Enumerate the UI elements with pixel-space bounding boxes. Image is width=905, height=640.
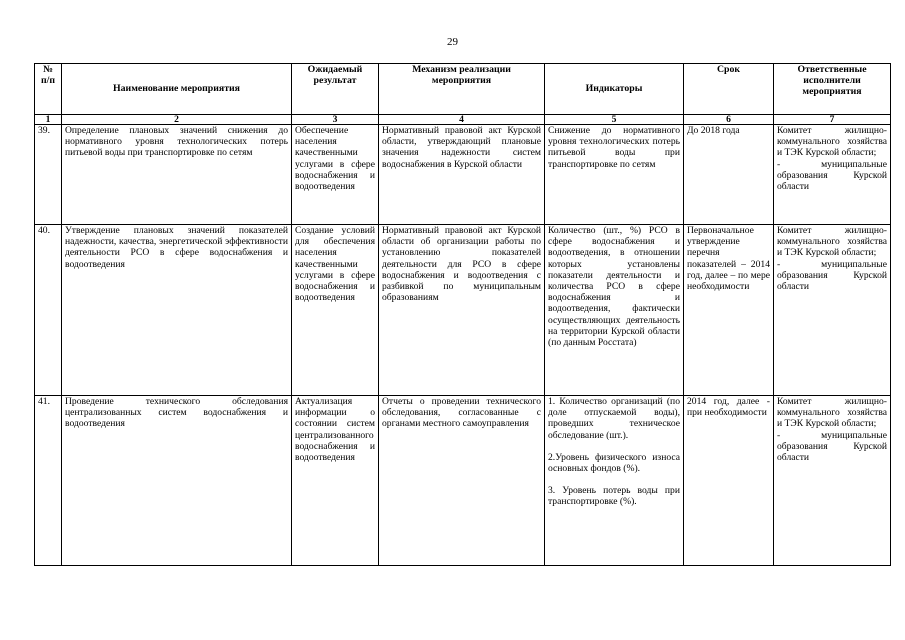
column-number: 7 [774, 115, 891, 125]
responsible-item: - муниципальные образования Курской области [777, 158, 887, 193]
row-number: 39. [35, 125, 62, 225]
measures-table [34, 63, 891, 566]
header-responsible: Ответственные исполнители мероприятия [774, 64, 891, 115]
column-number: 6 [684, 115, 774, 125]
row-number: 40. [35, 225, 62, 396]
expected-result: Создание условий для обеспечения населения качественными услугами в сфере водоснабжения и водоотведения [292, 225, 379, 396]
indicator-item: Снижение до нормативного уровня технологических потерь питьевой воды при транспортировке по сетям [548, 125, 680, 170]
indicators [545, 396, 684, 566]
responsible-item: - муниципальные образования Курской области [777, 429, 887, 464]
indicator-item: 3. Уровень потерь воды при транспортировке (%). [548, 485, 680, 508]
table-row [35, 125, 891, 225]
term: 2014 год, далее - при необходимости [684, 396, 774, 566]
column-number: 4 [379, 115, 545, 125]
table-row [35, 396, 891, 566]
column-number: 2 [62, 115, 292, 125]
header-indicators: Индикаторы [545, 64, 684, 115]
mechanism: Отчеты о проведении технического обследования, согласованные с органами местного самоуправления [379, 396, 545, 566]
header-row [35, 64, 891, 115]
table-row [35, 225, 891, 396]
column-number-row [35, 115, 891, 125]
column-number: 3 [292, 115, 379, 125]
header-result: Ожидаемый результат [292, 64, 379, 115]
header-name: Наименование мероприятия [62, 64, 292, 115]
indicators [545, 125, 684, 225]
column-number: 5 [545, 115, 684, 125]
row-number: 41. [35, 396, 62, 566]
responsible [774, 225, 891, 396]
indicator-item: 1. Количество организаций (по доле отпускаемой воды), проведших техническое обследование (шт.). [548, 396, 680, 441]
responsible-item: - муниципальные образования Курской области [777, 258, 887, 293]
term: Первоначальное утверждение перечня показателей – 2014 год, далее – по мере необходимости [684, 225, 774, 396]
expected-result: Обеспечение населения качественными услугами в сфере водоснабжения и водоотведения [292, 125, 379, 225]
term: До 2018 года [684, 125, 774, 225]
measure-name: Определение плановых значений снижения до нормативного уровня технологических потерь питьевой воды при транспортировке по сетям [62, 125, 292, 225]
page-number: 29 [447, 36, 458, 48]
responsible-item: Комитет жилищно-коммунального хозяйства и ТЭК Курской области; [777, 396, 887, 430]
responsible [774, 125, 891, 225]
responsible-item: Комитет жилищно-коммунального хозяйства и ТЭК Курской области; [777, 125, 887, 159]
expected-result: Актуализация информации о состоянии систем централизованного водоснабжения и водоотведения [292, 396, 379, 566]
measure-name: Проведение технического обследования централизованных систем водоснабжения и водоотведения [62, 396, 292, 566]
responsible-item: Комитет жилищно-коммунального хозяйства и ТЭК Курской области; [777, 225, 887, 259]
header-term: Срок [684, 64, 774, 115]
header-number: № п/п [35, 64, 62, 115]
header-mechanism: Механизм реализации мероприятия [379, 64, 545, 115]
mechanism: Нормативный правовой акт Курской области об организации работы по установлению показателей деятельности для РСО в сфере водоснабжения и водоотведения с разбивкой по муниципальным образованиям [379, 225, 545, 396]
mechanism: Нормативный правовой акт Курской области, утверждающий плановые значения надежности систем водоснабжения в Курской области [379, 125, 545, 225]
measure-name: Утверждение плановых значений показателей надежности, качества, энергетической эффективности деятельности РСО в сфере водоснабжения и водоотведения [62, 225, 292, 396]
indicator-item: Количество (шт., %) РСО в сфере водоснабжения и водоотведения, в отношении которых установлены показатели деятельности и количества РСО в сфере водоснабжения и водоотведения, фактически осуществляющих деятельность на территории Курской области (по данным Росстата) [548, 225, 680, 349]
indicator-item: 2.Уровень физического износа основных фондов (%). [548, 451, 680, 475]
column-number: 1 [35, 115, 62, 125]
indicators [545, 225, 684, 396]
responsible [774, 396, 891, 566]
